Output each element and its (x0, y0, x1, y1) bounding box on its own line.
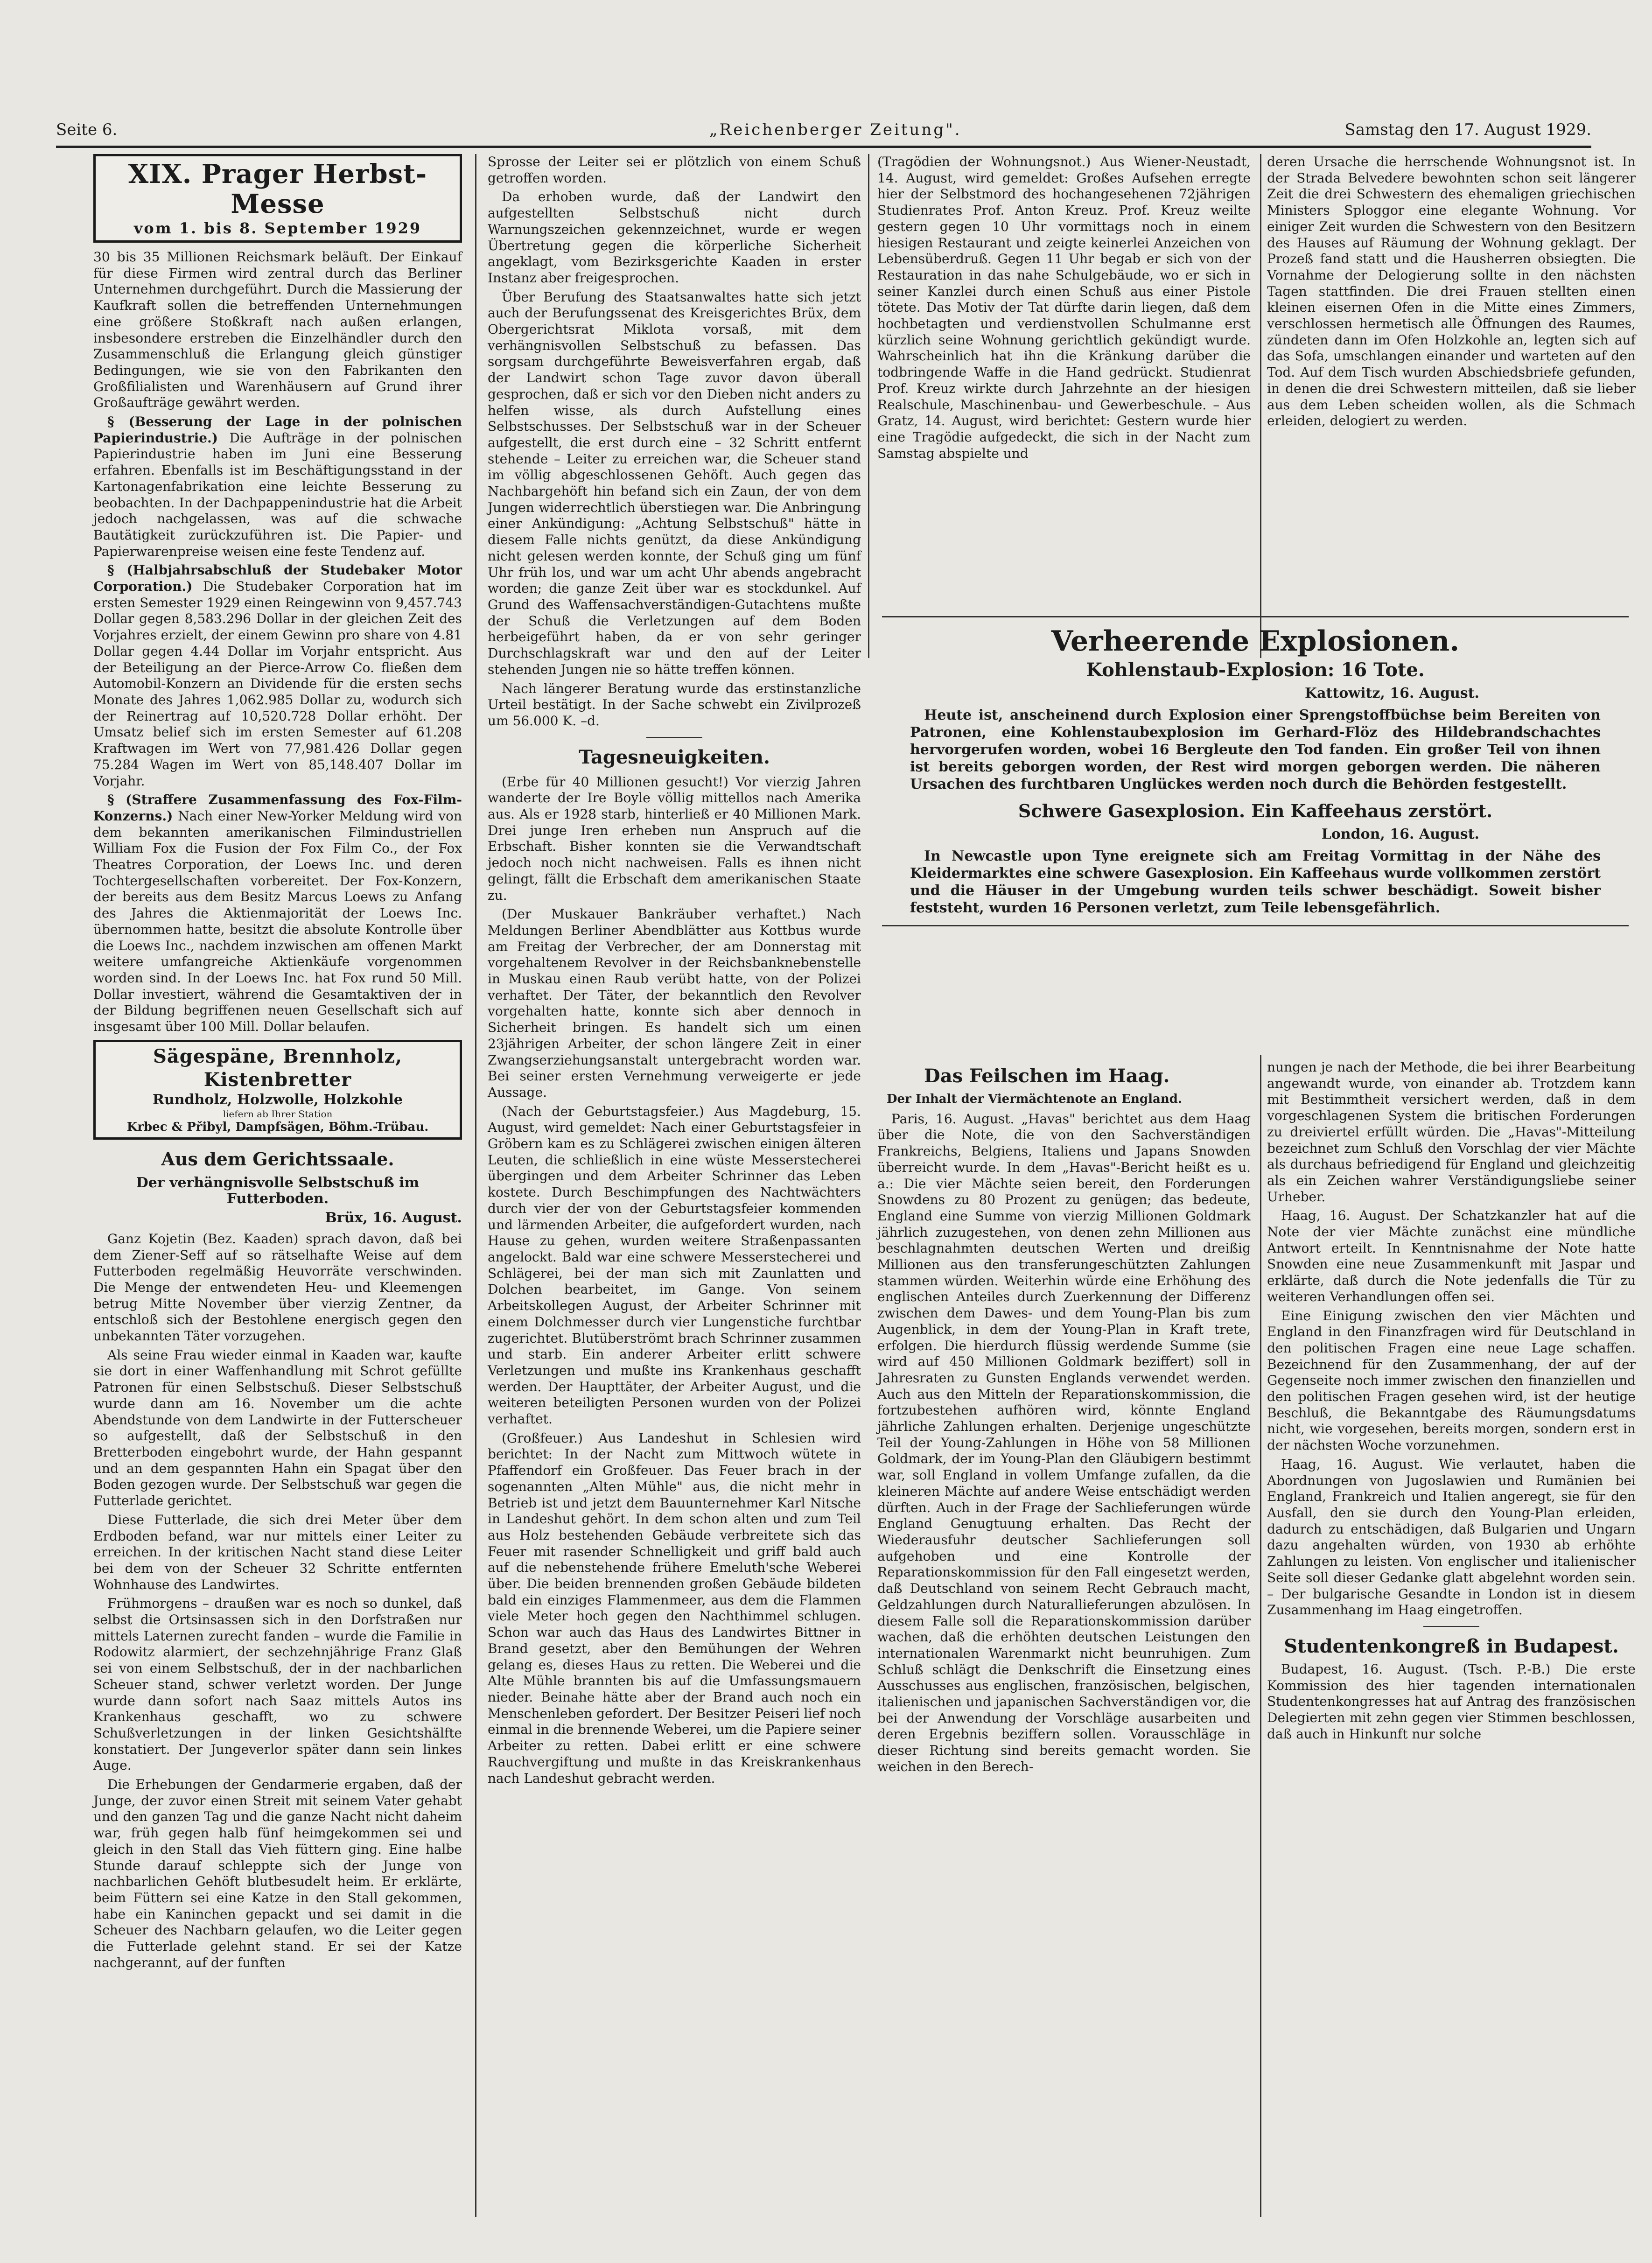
gericht-cont-p2: Da erhoben wurde, daß der Landwirt den aufgestellten Selbstschuß nicht durch Warnungszeichen gekennzeichnet, wurde er wegen Übertretung gegen die körperliche Sicherheit angeklagt, vom Bezirksgerichte Kaaden in erster Instanz aber freigesprochen. (488, 189, 861, 286)
gericht-p2: Als seine Frau wieder einmal in Kaaden war, kaufte sie dort in einer Waffenhandlung mit Schrot gefüllte Patronen für einen Selbstschuß. Dieser Selbstschuß wurde dann am 16. November um die achte Abendstunde von dem Landwirte in der Futterscheuer so aufgestellt, daß der Selbstschuß in den Bretterboden eingebohrt wurde, der Hahn gespannt und an dem gespannten Hahn ein Spagat über den Boden gezogen wurde. Der Selbstschuß war gegen die Futterlade gerichtet. (93, 1347, 462, 1509)
studebaker-heading: § (Halbjahrsabschluß der Studebaker Motor Corporation.) (93, 562, 462, 595)
wohnungsnot-cont: deren Ursache die herrschende Wohnungsnot ist. In der Strada Belvedere bewohnten schon seit längerer Zeit die drei Schwestern des ehemaligen griechischen Ministers Sploggor eine elegante Wohnung. Vor einiger Zeit wurden die Schwestern von den Besitzern des Hauses auf Räumung der Wohnung geklagt. Der Prozeß fand statt und die Hausherren obsiegten. Die Vornahme der Delogierung sollte in den nächsten Tagen stattfinden. Die drei Frauen stellten einen kleinen eisernen Ofen in die Mitte eines Zimmers, verschlossen hermetisch alle Öffnungen des Raumes, zündeten dann im Ofen Holzkohle an, legten sich auf das Sofa, umschlangen einander und warteten auf den Tod. Auf dem Tisch wurden Abschiedsbriefe gefunden, in denen die drei Schwestern mitteilen, daß sie lieber aus dem Leben scheiden wollen, als die Schmach erleiden, delogiert zu werden. (1267, 154, 1636, 429)
haag-p4: Eine Einigung zwischen den vier Mächten und England in den Finanzfragen wird für Deutschland in den politischen Fragen eine neue Lage schaffen. Bezeichnend für den Zusammenhang, der auf der Gegenseite noch immer zwischen den finanziellen und den politischen Fragen gesehen wird, ist der heutige Beschluß, die Bekanntgabe des Räumungsdatums nicht, wie vorgesehen, bereits morgen, sondern erst in der nächsten Woche vorzunehmen. (1267, 1308, 1636, 1453)
fox-heading: § (Straffere Zusammenfassung des Fox-Film-Konzerns.) (93, 792, 462, 824)
gasexplosion-subtitle: Schwere Gasexplosion. Ein Kaffeehaus zerstört. (1018, 800, 1493, 821)
wirtschaft-text: 30 bis 35 Millionen Reichsmark beläuft. Der Einkauf für diese Firmen wird zentral durch das Berliner Unternehmen durchgeführt. Durch die Massierung der Kaufkraft sollen die betreffenden Unternehmungen eine größere Stoßkraft nach außen erlangen, insbesondere erstreben die Einzelhändler durch den Zusammenschluß die Erlangung gleich günstiger Bedingungen, wie sie von den Fabrikanten den Großfilialisten und Warenhäusern auf Grund ihrer Großaufträge gewährt werden. (93, 249, 462, 411)
bankraeuber-text: Nach Meldungen Berliner Abendblätter aus Kottbus wurde am Freitag der Verbrecher, der am Donnerstag mit vorgehaltenem Revolver in der Reichsbanknebenstelle in Muskau einen Raub verübt hatte, von der Polizei verhaftet. Der Täter, der bekanntlich den Revolver vorgehalten hatte, konnte sich aber dennoch in Sicherheit bringen. Es handelt sich um einen 23jährigen Arbeiter, der schon längere Zeit in einer Zwangserziehungsanstalt untergebracht worden war. Bei seiner ersten Vernehmung verweigerte er jede Aussage. (488, 906, 861, 1100)
student-p1: Budapest, 16. August. (Tsch. P.-B.) Die erste Kommission des hier tagenden internationalen Studentenkongresses hat auf Antrag des französischen Delegierten mit zehn gegen vier Stimmen beschlossen, daß auch in Hinkunft nur solche (1267, 1661, 1636, 1742)
london-dateline: London, 16. August. (1321, 826, 1479, 842)
divider-2 (1423, 1626, 1479, 1627)
fox-text: Nach einer New-Yorker Meldung wird von dem bekannten amerikanischen Filmindustriellen William Fox die Fusion der Fox Film Co., der Fox Theatres Corporation, der Loews Inc. und deren Tochtergesellschaften vorbereitet. Der Fox-Konzern, der bereits aus dem Besitz Marcus Loews zu Anfang des Jahres die Aktienmajorität der Loews Inc. übernommen hatte, besitzt die absolute Kontrolle über die Loews Inc., nachdem inzwischen am offenen Markt weitere umfangreiche Aktienkäufe vorgenommen worden sind. In der Loews Inc. hat Fox rund 50 Mill. Dollar investiert, während die Gesamtaktiven der in der Bildung begriffenen neuen Gesellschaft sich auf insgesamt über 100 Mill. Dollar belaufen. (93, 808, 462, 1035)
column-rule-2 (868, 154, 869, 658)
gericht-p4: Frühmorgens – draußen war es noch so dunkel, daß selbst die Ortsinsassen sich in den Dorfstraßen nur mittels Laternen zurecht fanden – wurde die Familie in Rodowitz alarmiert, der sechzehnjährige Franz Glaß sei von einem Selbstschuß, der in der nachbarlichen Scheuer stand, schwer verletzt worden. Der Junge wurde dann sofort nach Saaz mittels Autos ins Krankenhaus geschafft, wo zu schwere Schußverletzungen in der linken Gesichtshälfte konstatiert. Der Jungeverlor später dann sein linkes Auge. (93, 1596, 462, 1773)
column-rule-4 (1260, 1055, 1261, 2217)
holz-line3: liefern ab Ihrer Station (223, 1108, 333, 1120)
gericht-p5: Die Erhebungen der Gendarmerie ergaben, daß der Junge, der zuvor einen Streit mit seinem Vater gehabt und den ganzen Tag und die ganze Nacht nicht daheim war, früh gegen halb fünf heimgekommen sei und gleich in den Stall das Vieh füttern ging. Eine halbe Stunde darauf schleppte sich der Junge von nachbarlichen Gehöft blutbesudelt heim. Er erklärte, beim Füttern sei eine Katze in den Stall gekommen, habe ein Kaninchen gepackt und sei damit in die Scheuer des Nachbarn gelaufen, wo die Leiter gegen die Futterlade gelehnt stand. Er sei der Katze nachgerannt, auf der funften (93, 1777, 462, 1970)
gericht-p1: Ganz Kojetin (Bez. Kaaden) sprach davon, daß bei dem Ziener-Seff auf so rätselhafte Weise auf dem Futterboden regelmäßig Heuvorräte verschwinden. Die Menge der entwendeten Heu- und Kleemengen betrug Mitte November über vierzig Zentner, da entschloß sich der Bestohlene energisch gegen den unbekannten Täter vorzugehen. (93, 1231, 462, 1344)
column-rule-3 (1260, 154, 1261, 658)
gericht-dateline: Brüx, 16. August. (325, 1210, 462, 1226)
haag-p3: Haag, 16. August. Der Schatzkanzler hat auf die Note der vier Mächte zunächst eine mündliche Antwort erteilt. In Kenntnisnahme der Note hatte Snowden eine neue Zusammenkunft mit Jaspar und erklärte, daß durch die Note jedenfalls die Tür zu weiteren Verhandlungen offen sei. (1267, 1208, 1636, 1304)
explosion-title: Verheerende Explosionen. (1051, 625, 1460, 658)
explosion-bottom-rule (882, 925, 1629, 926)
geburtstag-heading: (Nach der Geburtstagsfeier.) (502, 1103, 704, 1119)
papier-text: Die Aufträge in der polnischen Papierindustrie haben im Juni eine Besserung erfahren. Ebenfalls ist im Beschäftigungsstand in der Kartonagenfabrikation eine leichte Besserung zu beobachten. In der Dachpappenindustrie hat die Arbeit jedoch nachgelassen, was auf die schwache Bautätigkeit zurückzuführen ist. Die Papier- und Papierwarenpreise weisen eine feste Tendenz auf. (93, 430, 462, 559)
kattowitz-dateline: Kattowitz, 16. August. (1305, 685, 1479, 701)
holz-line4: Krbec & Přibyl, Dampfsägen, Böhm.-Trübau. (126, 1120, 429, 1134)
column-3 (877, 154, 1251, 658)
wohnungsnot-text: (Tragödien der Wohnungsnot.) Aus Wiener-Neustadt, 14. August, wird gemeldet: Großes Aufsehen erregte hier der Selbstmord des hochangesehenen 72jährigen Studienrates Prof. Anton Kreuz. Prof. Kreuz weilte gestern gegen 10 Uhr vormittags noch in einem hiesigen Restaurant und zeigte keinerlei Anzeichen von Lebensüberdruß. Gegen 11 Uhr begab er sich von der Restauration in das nahe Schulgebäude, wo er sich in seiner Kanzlei durch einen Schuß aus einer Pistole tötete. Das Motiv der Tat dürfte darin liegen, daß dem hochbetagten und verdienstvollen Schulmanne erst kürzlich seine Wohnung gerichtlich gekündigt wurde. Wahrscheinlich hat ihn die Kränkung darüber die todbringende Waffe in die Hand gedrückt. Studienrat Prof. Kreuz wirkte durch Jahrzehnte an der hiesigen Realschule, Maschinenbau- und Gewerbeschule. – Aus Gratz, 14. August, wird berichtet: Gestern wurde hier eine Tragödie aufgedeckt, die sich in der Nacht zum Samstag abspielte und (877, 154, 1251, 461)
haag-article-col4 (1267, 1059, 1636, 1745)
bankraeuber-heading: (Der Muskauer Bankräuber verhaftet.) (502, 906, 806, 922)
erbe-text: Vor vierzig Jahren wanderte der Ire Boyle völlig mittellos nach Amerika aus. Als er 1928 starb, hinterließ er 40 Millionen Mark. Drei junge Iren erheben nun Anspruch auf die Erbschaft. Bisher konnten sie die Verwandtschaft jedoch noch nicht nachweisen. Falls es ihnen nicht gelingt, fällt die Erbschaft dem amerikanischen Staate zu. (488, 774, 861, 903)
column-4 (1267, 154, 1636, 658)
geburtstag-text: Aus Magdeburg, 15. August, wird gemeldet: Nach einer Geburtstagsfeier in Gröbern kam es zu Schlägerei zwischen einigen älteren Leuten, die schließlich in eine wüste Messerstecherei übergingen und dem Arbeiter Schrinner das Leben kostete. Durch Beschimpfungen des Nachtwächters durch vier der von der Geburtstagsfeier kommenden und lärmenden Arbeiter, die aufgefordert wurden, nach Hause zu gehen, wurden weitere Straßenpassanten angelockt. Bald war eine schwere Messerstecherei und Schlägerei, bei der man sich mit Zaunlatten und Dolchen bearbeitet, im Gange. Von seinem Arbeitskollegen August, der Arbeiter Schrinner mit einem Dolchmesser durch vier Lungenstiche furchtbar zugerichtet. Blutüberströmt brach Schrinner zusammen und starb. Ein anderer Arbeiter erlitt schwere Verletzungen und mußte ins Krankenhaus geschafft werden. Der Haupttäter, der Arbeiter August, und die weiteren beteiligten Personen wurden von der Polizei verhaftet. (488, 1103, 861, 1427)
holz-ad (93, 1040, 462, 1140)
kattowitz-text: Heute ist, anscheinend durch Explosion einer Sprengstoffbüchse beim Bereiten von Patronen, eine Kohlenstaubexplosion im Gerhard-Flöz des Hildebrandschachtes hervorgerufen worden, wobei 16 Bergleute den Tod fanden. Ein großer Teil von ihnen ist bereits geborgen worden, der Rest wird morgen geborgen werden. Die näheren Ursachen des furchtbaren Unglückes werden noch durch die Behörden festgestellt. (910, 707, 1601, 792)
gericht-cont-p1: Sprosse der Leiter sei er plötzlich von einem Schuß getroffen worden. (488, 154, 861, 186)
gericht-cont-p3: Über Berufung des Staatsanwaltes hatte sich jetzt auch der Berufungssenat des Kreisgerichtes Brüx, dem Obergerichtsrat Miklota vorsaß, mit dem verhängnisvollen Selbstschuß zu befassen. Das sorgsam durchgeführte Beweisverfahren ergab, daß der Landwirt schon Tage zuvor davon überall gesprochen, daß er sich vor den Dieben nicht anders zu helfen wisse, als durch Aufstellung eines Selbstschusses. Der Selbstschuß war in der Scheuer aufgestellt, die erst durch eine – 32 Schritt entfernt stehende – Leiter zu erreichen war, die Scheuer stand im völlig abgeschlossenen Gehöft. Auch gegen das Nachbargehöft hin befand sich ein Zaun, der von dem Jungen widerrechtlich überstiegen war. Die Anbringung einer Ankündigung: „Achtung Selbstschuß" hätte in diesem Falle nichts genützt, da diese Ankündigung nicht gelesen werden konnte, der Schuß ging um fünf Uhr früh los, und war um acht Uhr abends angebracht worden; die ganze Zeit über war es stockdunkel. Auf Grund des Waffensachverständigen-Gutachtens mußte der Schuß die Verletzungen auf dem Boden herbeigeführt haben, da er von sehr geringer Durchschlagskraft war und den auf der Leiter stehenden Jungen nie so hätte treffen können. (488, 289, 861, 677)
studebaker-text: Die Studebaker Corporation hat im ersten Semester 1929 einen Reingewinn von 9,457.743 Dollar gegen 8,583.296 Dollar in der gleichen Zeit des Vorjahres erzielt, der einem Gewinn pro share von 4.81 Dollar gegen 4.44 Dollar im Vorjahr entspricht. Aus der Beteiligung an der Pierce-Arrow Co. fließen dem Automobil-Konzern an Dividende für die ersten sechs Monate des Jahres 1,062.985 Dollar zu, wodurch sich der Reinertrag auf 10,520.728 Dollar erhöht. Der Umsatz belief sich im ersten Semester auf 61.208 Kraftwagen im Wert von 77,981.426 Dollar gegen 75.284 Wagen im Wert von 85,148.407 Dollar im Vorjahr. (93, 579, 462, 789)
haag-title: Das Feilschen im Haag. (924, 1065, 1170, 1087)
messe-title: XIX. Prager Herbst-Messe (128, 159, 427, 219)
issue-date: Samstag den 17. August 1929. (1344, 120, 1591, 139)
holz-line2: Rundholz, Holzwolle, Holzkohle (153, 1091, 403, 1108)
divider (646, 737, 702, 738)
student-title: Studentenkongreß in Budapest. (1284, 1635, 1619, 1657)
haag-p2: nungen je nach der Methode, die bei ihrer Bearbeitung angewandt wurde, von einander ab. Trotzdem kann mit Bestimmtheit versichert werden, daß in dem vorgeschlagenen System die britischen Forderungen zu dreiviertel erfüllt würden. Die „Havas"-Mitteilung bezeichnet zum Schluß den Vorschlag der vier Mächte als durchaus befriedigend für England und gleichzeitig als ein Zeichen wahrer Verständigungsliebe seiner Urheber. (1267, 1059, 1636, 1205)
page-header (56, 119, 1591, 140)
haag-article-col3 (877, 1064, 1251, 1778)
tages-title: Tagesneuigkeiten. (579, 746, 770, 768)
messe-dates: vom 1. bis 8. September 1929 (133, 219, 422, 237)
explosion-article (882, 616, 1629, 926)
papier-heading: § (Besserung der Lage in der polnischen Papierindustrie.) (93, 414, 462, 446)
gericht-subtitle: Der verhängnisvolle Selbstschuß im Futterboden. (136, 1174, 420, 1207)
holz-title: Sägespäne, Brennholz, Kistenbretter (153, 1045, 403, 1091)
haag-subtitle: Der Inhalt der Viermächtenote an England. (887, 1092, 1182, 1106)
grossfeuer-text: Aus Landeshut in Schlesien wird berichtet: In der Nacht zum Mittwoch wütete in Pfaffendorf ein Großfeuer. Das Feuer brach in der sogenannten „Alten Mühle" aus, die nicht mehr in Betrieb ist und jetzt dem Bauunternehmer Karl Nitsche in Landeshut gehört. In dem schon alten und zum Teil aus Holz bestehenden Gebäude verbreitete sich das Feuer mit rasender Schnelligkeit und griff bald auch auf die nebenstehende frühere Emeluth'sche Weberei über. Die beiden brennenden großen Gebäude bildeten bald ein einziges Flammenmeer, aus dem die Flammen viele Meter hoch gegen den Nachthimmel schlugen. Schon war auch das Haus des Landwirtes Bittner in Brand gesetzt, aber den Bemühungen der Wehren gelang es, dieses Haus zu retten. Die Weberei und die Alte Mühle brannten bis auf die Umfassungsmauern nieder. Beinahe hätte aber der Brand auch noch ein Menschenleben gefordert. Der Besitzer Peiseri lief noch einmal in die brennende Weberei, um die Papiere seiner Arbeiter zu retten. Dabei erlitt er eine schwere Rauchvergiftung und mußte in das Kreiskrankenhaus nach Landeshut gebracht werden. (488, 1430, 861, 1786)
gericht-cont-p4: Nach längerer Beratung wurde das erstinstanzliche Urteil bestätigt. In der Sache schwebt ein Zivilprozeß um 56.000 K. –d. (488, 680, 861, 729)
prager-messe-ad (93, 154, 462, 243)
erbe-heading: (Erbe für 40 Millionen gesucht!) (502, 774, 728, 790)
column-rule-1 (475, 154, 476, 2217)
gericht-p3: Diese Futterlade, die sich drei Meter über dem Erdboden befand, war nur mittels einer Leiter zu erreichen. In der kritischen Nacht stand diese Leiter bei dem von der Scheuer 32 Schritte entfernten Wohnhause des Landwirtes. (93, 1512, 462, 1592)
column-2 (488, 154, 861, 1789)
explosion-top-rule (882, 616, 1629, 617)
header-rule (56, 146, 1591, 148)
explosion-subtitle: Kohlenstaub-Explosion: 16 Tote. (1086, 659, 1425, 681)
london-text: In Newcastle upon Tyne ereignete sich am Freitag Vormittag in der Nähe des Kleidermarktes eine schwere Gasexplosion. Ein Kaffeehaus wurde vollkommen zerstört und die Häuser in der Umgebung wurden teils schwer beschädigt. Soweit bisher feststeht, wurden 16 Personen verletzt, zum Teile lebensgefährlich. (910, 848, 1601, 916)
gericht-title: Aus dem Gerichtssaale. (161, 1148, 394, 1170)
grossfeuer-heading: (Großfeuer.) (502, 1430, 583, 1446)
newspaper-title: „Reichenberger Zeitung". (709, 120, 962, 139)
column-1 (93, 154, 462, 1974)
haag-p1: Paris, 16. August. „Havas" berichtet aus dem Haag über die Note, die von den Sachverständigen Frankreichs, Belgiens, Italiens und Japans Snowden überreicht wurde. In dem „Havas"-Bericht heißt es u. a.: Die vier Mächte seien bereit, den Forderungen Snowdens zu 80 Prozent zu genügen; das bedeute, England eine Summe von vierzig Millionen Goldmark jährlich zuzugestehen, von denen zehn Millionen aus beschlagnahmten deutschen Werten und dreißig Millionen aus den transferungeschützten Zahlungen stammen würden. Weiterhin würde eine Erhöhung des englischen Anteiles durch Zuerkennung der Differenz zwischen dem Dawes- und dem Young-Plan bis zum Augenblick, in dem der Young-Plan in Kraft trete, erfolgen. Die hierdurch flüssig werdende Summe (sie wird auf 450 Millionen Goldmark beziffert) soll in Jahresraten zu Gunsten Englands verwendet werden. Auch aus den Mitteln der Reparationskommission, die fortzubestehen aufhören wird, könnte England jährliche Zahlungen erhalten. Derjenige ungeschützte Teil der Young-Zahlungen in Höhe von 58 Millionen Goldmark, der im Young-Plan den Gläubigern bestimmt war, soll England in vollem Umfange zufallen, da die kleineren Mächte auf andere Weise entschädigt werden dürften. Auch in der Frage der Sachlieferungen würde England Genugtuung erhalten. Das Recht der Wiederausfuhr deutscher Sachlieferungen soll aufgehoben und eine Kontrolle der Reparationskommission für den Fall eingesetzt werden, daß Deutschland von seinem Recht Gebrauch macht, Geldzahlungen durch Naturallieferungen abzulösen. In diesem Falle soll die Reparationskommission darüber wachen, daß die erhöhten deutschen Leistungen den internationalen Warenmarkt nicht beunruhigen. Zum Schluß schlägt die Denkschrift die Einsetzung eines Ausschusses aus englischen, französischen, belgischen, italienischen und japanischen Sachverständigen vor, die bei der Anwendung der Vorschläge ausarbeiten und deren Ergebnis beziffern sollen. Vorausschläge in dieser Richtung sind bereits gemacht worden. Sie weichen in den Berech- (877, 1111, 1251, 1774)
haag-p5: Haag, 16. August. Wie verlautet, haben die Abordnungen von Jugoslawien und Rumänien bei England, Frankreich und Italien angeregt, sie für den Ausfall, den sie durch den Young-Plan erleiden, dadurch zu entschädigen, daß Bulgarien und Ungarn dazu angehalten würden, von 1930 ab erhöhte Zahlungen zu leisten. Von englischer und italienischer Seite soll dieser Gedanke glatt abgelehnt worden sein. – Der bulgarische Gesandte in London ist in diesem Zusammenhang im Haag eingetroffen. (1267, 1456, 1636, 1618)
page-number: Seite 6. (56, 120, 118, 139)
